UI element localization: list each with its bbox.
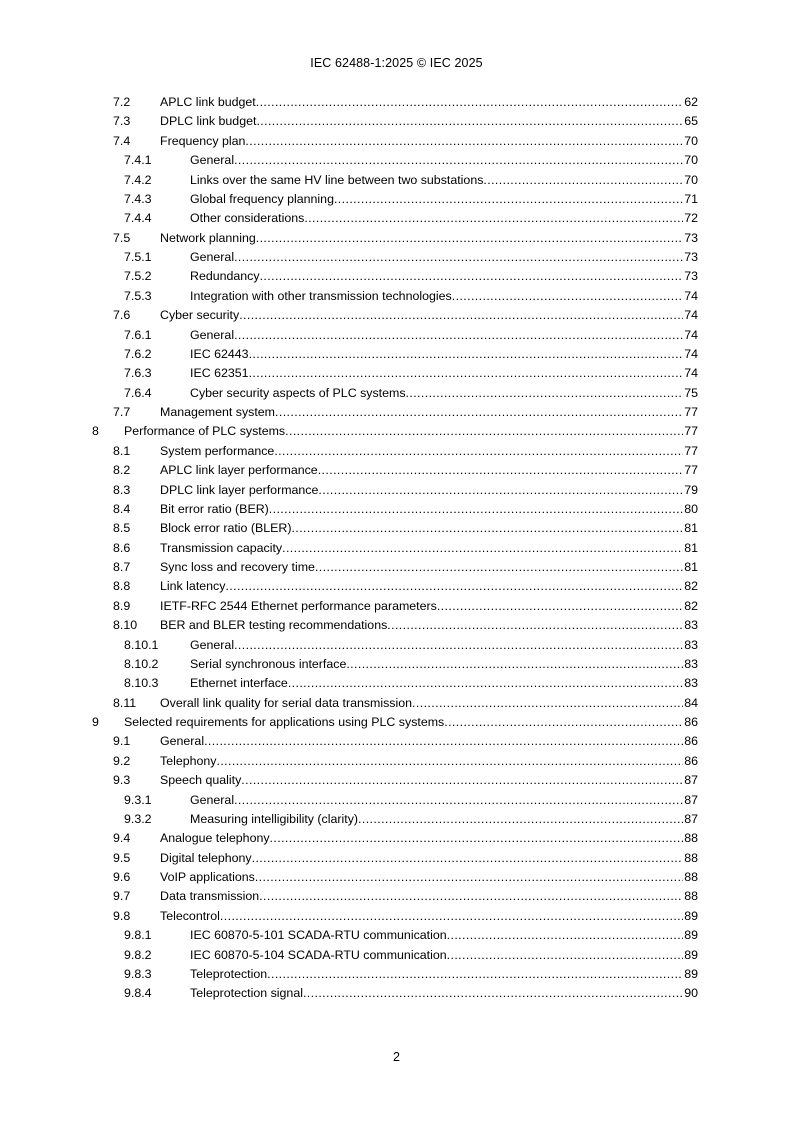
toc-entry[interactable]	[92, 771, 698, 790]
toc-entry-page: 74	[684, 366, 698, 381]
toc-entry-number: 7.5.3	[124, 288, 152, 303]
toc-entry-title[interactable]: Teleprotection	[190, 966, 268, 981]
toc-entry-number: 8.9	[113, 598, 131, 613]
toc-entry-title[interactable]: Redundancy	[190, 269, 260, 284]
toc-entry-number: 9.2	[113, 753, 131, 768]
dot-leader	[241, 771, 683, 790]
toc-entry-page: 73	[684, 269, 698, 284]
toc-entry[interactable]	[92, 965, 698, 984]
toc-entry-number: 7.6.1	[124, 327, 152, 342]
toc-entry-page: 70	[684, 133, 698, 148]
toc-entry-number: 9	[92, 715, 99, 729]
toc-entry-number: 8.10	[113, 618, 138, 633]
toc-entry[interactable]	[92, 171, 698, 190]
toc-entry-title[interactable]: Network planning	[160, 230, 256, 245]
toc-entry-line	[190, 151, 698, 170]
toc-entry-number: 7.5	[113, 230, 131, 245]
toc-entry-page: 74	[684, 288, 698, 303]
toc-entry[interactable]	[92, 887, 698, 906]
dot-leader	[255, 868, 683, 887]
toc-entry[interactable]	[92, 791, 698, 810]
toc-entry-line	[160, 694, 698, 713]
toc-entry-line	[160, 229, 698, 248]
toc-entry-line	[160, 752, 698, 771]
dot-leader	[304, 209, 683, 228]
toc-entry[interactable]	[92, 345, 698, 364]
toc-entry-number: 8.8	[113, 579, 131, 594]
dot-leader	[234, 151, 683, 170]
dot-leader	[447, 926, 684, 945]
toc-entry-page: 87	[684, 811, 698, 826]
dot-leader	[234, 326, 683, 345]
toc-entry-page: 82	[684, 579, 698, 594]
toc-entry-page: 81	[684, 521, 698, 536]
toc-entry-number: 9.3.2	[124, 811, 152, 826]
toc-entry-line	[160, 442, 698, 461]
toc-entry-line	[160, 732, 698, 751]
toc-entry-title[interactable]: Cyber security	[160, 308, 240, 323]
dot-leader	[204, 732, 683, 751]
toc-entry-page: 83	[684, 656, 698, 671]
toc-entry-title[interactable]: Link latency	[160, 579, 226, 594]
dot-leader	[270, 829, 684, 848]
toc-entry-title[interactable]: System performance	[160, 443, 275, 458]
toc-entry-title[interactable]: IEC 62443	[190, 346, 249, 361]
toc-entry-page: 80	[684, 501, 698, 516]
toc-entry[interactable]	[92, 732, 698, 751]
toc-entry-page: 75	[684, 385, 698, 400]
toc-entry-page: 86	[684, 715, 698, 729]
toc-entry[interactable]	[92, 209, 698, 228]
toc-entry[interactable]	[92, 384, 698, 403]
toc-entry[interactable]	[92, 326, 698, 345]
toc-entry-page: 77	[684, 424, 698, 439]
toc-entry[interactable]	[92, 616, 698, 635]
toc-entry[interactable]	[92, 364, 698, 383]
toc-entry-page: 77	[684, 463, 698, 478]
dot-leader	[318, 461, 684, 480]
dot-leader	[275, 403, 683, 422]
toc-entry[interactable]	[92, 442, 698, 461]
toc-entry-number: 7.4.1	[124, 153, 152, 168]
dot-leader	[256, 112, 683, 131]
toc-entry-line	[160, 132, 698, 151]
toc-entry-number: 8.7	[113, 560, 131, 574]
toc-entry[interactable]	[92, 597, 698, 616]
toc-entry-line	[190, 171, 698, 190]
toc-entry-page: 89	[684, 908, 698, 923]
toc-entry-line	[190, 636, 698, 655]
toc-entry-title[interactable]: Teleprotection signal	[190, 986, 303, 1001]
toc-entry[interactable]	[92, 422, 698, 441]
toc-entry-number: 9.4	[113, 831, 131, 846]
toc-entry-number: 7.4.3	[124, 191, 152, 206]
toc-entry-title[interactable]: IETF-RFC 2544 Ethernet performance parameters	[160, 598, 437, 613]
toc-entry-title[interactable]: Digital telephony	[160, 850, 252, 865]
toc-entry-line	[160, 868, 698, 887]
toc-entry-number: 7.6.2	[124, 346, 152, 361]
dot-leader	[220, 907, 683, 926]
toc-entry-number: 9.8.3	[124, 966, 152, 981]
toc-entry-line	[190, 965, 698, 984]
toc-entry-title[interactable]: Serial synchronous interface	[190, 656, 347, 671]
toc-entry-line	[160, 907, 698, 926]
toc-entry[interactable]	[92, 636, 698, 655]
toc-entry-line	[160, 577, 698, 596]
toc-entry[interactable]	[92, 868, 698, 887]
dot-leader	[260, 267, 684, 286]
dot-leader	[234, 636, 683, 655]
toc-entry-line	[160, 829, 698, 848]
toc-entry-number: 8.10.2	[124, 656, 159, 671]
toc-entry-title[interactable]: General	[190, 250, 235, 264]
toc-entry-title[interactable]: General	[190, 153, 235, 168]
toc-entry-page: 74	[684, 346, 698, 361]
toc-entry[interactable]	[92, 481, 698, 500]
toc-entry-number: 8.10.3	[124, 676, 159, 691]
toc-entry-title[interactable]: Block error ratio (BLER)	[160, 521, 292, 536]
toc-entry-title[interactable]: APLC link budget	[160, 95, 256, 109]
dot-leader	[447, 946, 684, 965]
toc-entry-number: 8.5	[113, 521, 131, 536]
toc-entry-page: 88	[684, 850, 698, 865]
toc-entry[interactable]	[92, 403, 698, 422]
toc-entry-line	[160, 461, 698, 480]
toc-entry-line	[160, 597, 698, 616]
toc-entry-number: 8.3	[113, 482, 131, 497]
toc-entry-page: 83	[684, 618, 698, 633]
toc-entry-number: 9.3.1	[124, 792, 152, 807]
toc-entry[interactable]	[92, 519, 698, 538]
dot-leader	[239, 306, 683, 325]
dot-leader	[245, 132, 683, 151]
toc-entry[interactable]	[92, 984, 698, 1003]
toc-entry-number: 7.4	[113, 133, 131, 148]
toc-entry-page: 72	[684, 211, 698, 226]
toc-entry-line	[190, 364, 698, 383]
toc-entry-title[interactable]: BER and BLER testing recommendations	[160, 618, 388, 633]
toc-entry-page: 89	[684, 947, 698, 962]
toc-entry-number: 7.6	[113, 308, 131, 323]
toc-entry-page: 88	[684, 889, 698, 904]
page-header: IEC 62488-1:2025 © IEC 2025	[310, 56, 483, 70]
toc-entry-page: 89	[684, 928, 698, 943]
toc-entry-line	[190, 791, 698, 810]
toc-entry-line	[160, 539, 698, 558]
dot-leader	[249, 364, 684, 383]
dot-leader	[358, 810, 683, 829]
dot-leader	[318, 481, 683, 500]
toc-entry-page: 87	[684, 792, 698, 807]
toc-entry-page: 71	[684, 191, 698, 206]
dot-leader	[267, 965, 683, 984]
toc-entry-page: 70	[684, 172, 698, 187]
toc-entry-title[interactable]: VoIP applications	[160, 870, 255, 884]
toc-entry-line	[190, 326, 698, 345]
toc-entry-title[interactable]: Links over the same HV line between two substations	[190, 172, 484, 187]
toc-entry-number: 7.5.1	[124, 250, 152, 264]
dot-leader	[252, 849, 684, 868]
toc-entry[interactable]	[92, 190, 698, 209]
toc-entry-title[interactable]: IEC 62351	[190, 366, 249, 381]
toc-entry-line	[190, 810, 698, 829]
dot-leader	[452, 287, 683, 306]
toc-entry[interactable]	[92, 810, 698, 829]
toc-entry-line	[190, 655, 698, 674]
toc-entry-page: 88	[684, 831, 698, 846]
page-number: 2	[393, 1050, 400, 1064]
toc-entry-page: 82	[684, 598, 698, 613]
toc-entry-line	[160, 403, 698, 422]
dot-leader	[225, 577, 683, 596]
toc-entry[interactable]	[92, 713, 698, 732]
toc-entry-line	[160, 481, 698, 500]
table-of-contents	[92, 93, 698, 1004]
dot-leader	[269, 500, 683, 519]
dot-leader	[483, 171, 683, 190]
toc-entry-number: 8.1	[113, 443, 131, 458]
toc-entry-page: 81	[684, 560, 698, 574]
toc-entry-number: 7.6.3	[124, 366, 152, 381]
toc-entry-page: 77	[684, 443, 698, 458]
toc-entry-line	[124, 713, 698, 732]
toc-entry-number: 9.3	[113, 773, 131, 788]
toc-entry-number: 8.2	[113, 463, 131, 478]
toc-entry[interactable]	[92, 694, 698, 713]
toc-entry-line	[190, 384, 698, 403]
toc-entry-page: 70	[684, 153, 698, 168]
toc-entry-title[interactable]: Measuring intelligibility (clarity)	[190, 811, 359, 826]
dot-leader	[437, 597, 683, 616]
toc-entry[interactable]	[92, 306, 698, 325]
toc-entry-title[interactable]: Cyber security aspects of PLC systems	[190, 385, 406, 400]
toc-entry[interactable]	[92, 655, 698, 674]
dot-leader	[303, 984, 683, 1003]
toc-entry-page: 86	[684, 734, 698, 749]
toc-entry-line	[190, 984, 698, 1003]
toc-entry-line	[190, 946, 698, 965]
toc-entry[interactable]	[92, 229, 698, 248]
toc-entry-number: 8	[92, 424, 99, 439]
toc-entry-number: 9.5	[113, 850, 131, 865]
toc-entry-title[interactable]: General	[190, 792, 235, 807]
dot-leader	[334, 190, 683, 209]
toc-entry-title[interactable]: Analogue telephony	[160, 831, 270, 846]
toc-entry-line	[160, 112, 698, 131]
toc-entry-title[interactable]: IEC 60870-5-101 SCADA-RTU communication	[190, 928, 447, 943]
toc-entry-title[interactable]: General	[190, 327, 235, 342]
toc-entry[interactable]	[92, 93, 698, 112]
toc-entry-line	[190, 674, 698, 693]
toc-entry-page: 73	[684, 230, 698, 245]
toc-entry-page: 73	[684, 250, 698, 264]
toc-entry[interactable]	[92, 267, 698, 286]
dot-leader	[285, 422, 683, 441]
toc-entry[interactable]	[92, 500, 698, 519]
toc-entry-title[interactable]: Global frequency planning	[190, 191, 334, 206]
toc-entry-title[interactable]: Frequency plan	[160, 133, 246, 148]
toc-entry-title[interactable]: Integration with other transmission technologies	[190, 288, 452, 303]
toc-entry-title[interactable]: General	[190, 637, 235, 652]
toc-entry[interactable]	[92, 829, 698, 848]
toc-entry[interactable]	[92, 539, 698, 558]
toc-entry[interactable]	[92, 112, 698, 131]
dot-leader	[249, 345, 684, 364]
toc-entry-line	[190, 209, 698, 228]
toc-entry-title[interactable]: Management system	[160, 405, 276, 419]
toc-entry-title[interactable]: General	[160, 734, 205, 749]
toc-entry-page: 62	[684, 95, 698, 109]
toc-entry[interactable]	[92, 287, 698, 306]
toc-entry[interactable]	[92, 151, 698, 170]
toc-entry-page: 65	[684, 114, 698, 129]
toc-entry[interactable]	[92, 558, 698, 577]
toc-entry-page: 90	[684, 986, 698, 1001]
dot-leader	[387, 616, 683, 635]
toc-entry-number: 7.2	[113, 95, 131, 109]
toc-entry-title[interactable]: Other considerations	[190, 211, 305, 226]
toc-entry-number: 7.4.2	[124, 172, 152, 187]
toc-entry-number: 7.4.4	[124, 211, 152, 226]
toc-entry-line	[160, 849, 698, 868]
toc-entry-title[interactable]: Transmission capacity	[160, 540, 283, 555]
toc-entry-number: 9.8.4	[124, 986, 152, 1001]
toc-entry-title[interactable]: Speech quality	[160, 773, 242, 788]
toc-entry-title[interactable]: Selected requirements for applications using PLC systems	[124, 715, 445, 729]
dot-leader	[406, 384, 684, 403]
toc-entry-page: 88	[684, 870, 698, 884]
toc-entry-number: 8.6	[113, 540, 131, 555]
toc-entry[interactable]	[92, 926, 698, 945]
dot-leader	[282, 539, 683, 558]
toc-entry-page: 83	[684, 676, 698, 691]
toc-entry-number: 9.8	[113, 908, 131, 923]
toc-entry-number: 7.5.2	[124, 269, 152, 284]
toc-entry-number: 9.8.2	[124, 947, 152, 962]
toc-entry-line	[190, 926, 698, 945]
toc-entry-line	[160, 558, 698, 577]
toc-entry-line	[160, 519, 698, 538]
toc-entry-page: 83	[684, 637, 698, 652]
toc-entry[interactable]	[92, 132, 698, 151]
toc-entry-title[interactable]: IEC 60870-5-104 SCADA-RTU communication	[190, 947, 447, 962]
toc-entry-title[interactable]: Performance of PLC systems	[124, 424, 286, 439]
toc-entry-title[interactable]: Overall link quality for serial data transmission	[160, 695, 413, 710]
toc-entry-line	[190, 287, 698, 306]
toc-entry-title[interactable]: Bit error ratio (BER)	[160, 501, 269, 516]
toc-entry-title[interactable]: Ethernet interface	[190, 676, 288, 691]
toc-entry-number: 7.7	[113, 405, 131, 419]
toc-entry-line	[160, 93, 698, 112]
toc-entry-line	[190, 345, 698, 364]
toc-entry-line	[124, 422, 698, 441]
toc-entry-title[interactable]: APLC link layer performance	[160, 463, 318, 478]
toc-entry-page: 84	[684, 695, 698, 710]
dot-leader	[292, 519, 684, 538]
toc-entry-number: 9.8.1	[124, 928, 152, 943]
toc-entry-line	[160, 771, 698, 790]
toc-entry-title[interactable]: Telephony	[160, 753, 217, 768]
toc-entry-number: 7.3	[113, 114, 131, 129]
dot-leader	[256, 229, 683, 248]
dot-leader	[444, 713, 683, 732]
toc-entry[interactable]	[92, 461, 698, 480]
toc-entry-page: 74	[684, 308, 698, 323]
toc-entry-page: 89	[684, 966, 698, 981]
toc-entry-line	[190, 267, 698, 286]
toc-entry-number: 8.4	[113, 501, 131, 516]
toc-entry[interactable]	[92, 907, 698, 926]
dot-leader	[274, 442, 683, 461]
dot-leader	[234, 248, 683, 267]
toc-entry-title[interactable]: Data transmission	[160, 889, 260, 904]
toc-entry[interactable]	[92, 849, 698, 868]
toc-entry[interactable]	[92, 248, 698, 267]
dot-leader	[259, 887, 683, 906]
toc-entry[interactable]	[92, 577, 698, 596]
toc-entry-number: 9.6	[113, 870, 131, 884]
toc-entry-page: 86	[684, 753, 698, 768]
toc-entry-line	[160, 306, 698, 325]
toc-entry-title[interactable]: DPLC link budget	[160, 114, 257, 129]
dot-leader	[217, 752, 684, 771]
toc-entry[interactable]	[92, 946, 698, 965]
dot-leader	[412, 694, 683, 713]
toc-entry-number: 8.10.1	[124, 637, 159, 652]
toc-entry[interactable]	[92, 674, 698, 693]
toc-entry-line	[160, 887, 698, 906]
toc-entry-line	[160, 500, 698, 519]
toc-entry-number: 7.6.4	[124, 385, 152, 400]
toc-entry-number: 9.1	[113, 734, 131, 749]
toc-entry-title[interactable]: Telecontrol	[160, 908, 220, 923]
toc-entry-page: 77	[684, 405, 698, 419]
dot-leader	[256, 93, 683, 112]
toc-entry-page: 74	[684, 327, 698, 342]
toc-entry-title[interactable]: Sync loss and recovery time	[160, 560, 315, 574]
toc-entry-page: 79	[684, 482, 698, 497]
toc-entry-number: 9.7	[113, 889, 131, 904]
toc-entry-line	[190, 248, 698, 267]
dot-leader	[288, 674, 683, 693]
toc-entry-page: 81	[684, 540, 698, 555]
toc-entry-number: 8.11	[113, 695, 137, 710]
toc-entry-page: 87	[684, 773, 698, 788]
dot-leader	[234, 791, 683, 810]
toc-entry-title[interactable]: DPLC link layer performance	[160, 482, 319, 497]
toc-entry[interactable]	[92, 752, 698, 771]
toc-entry-line	[160, 616, 698, 635]
toc-entry-line	[190, 190, 698, 209]
dot-leader	[346, 655, 683, 674]
dot-leader	[315, 558, 683, 577]
